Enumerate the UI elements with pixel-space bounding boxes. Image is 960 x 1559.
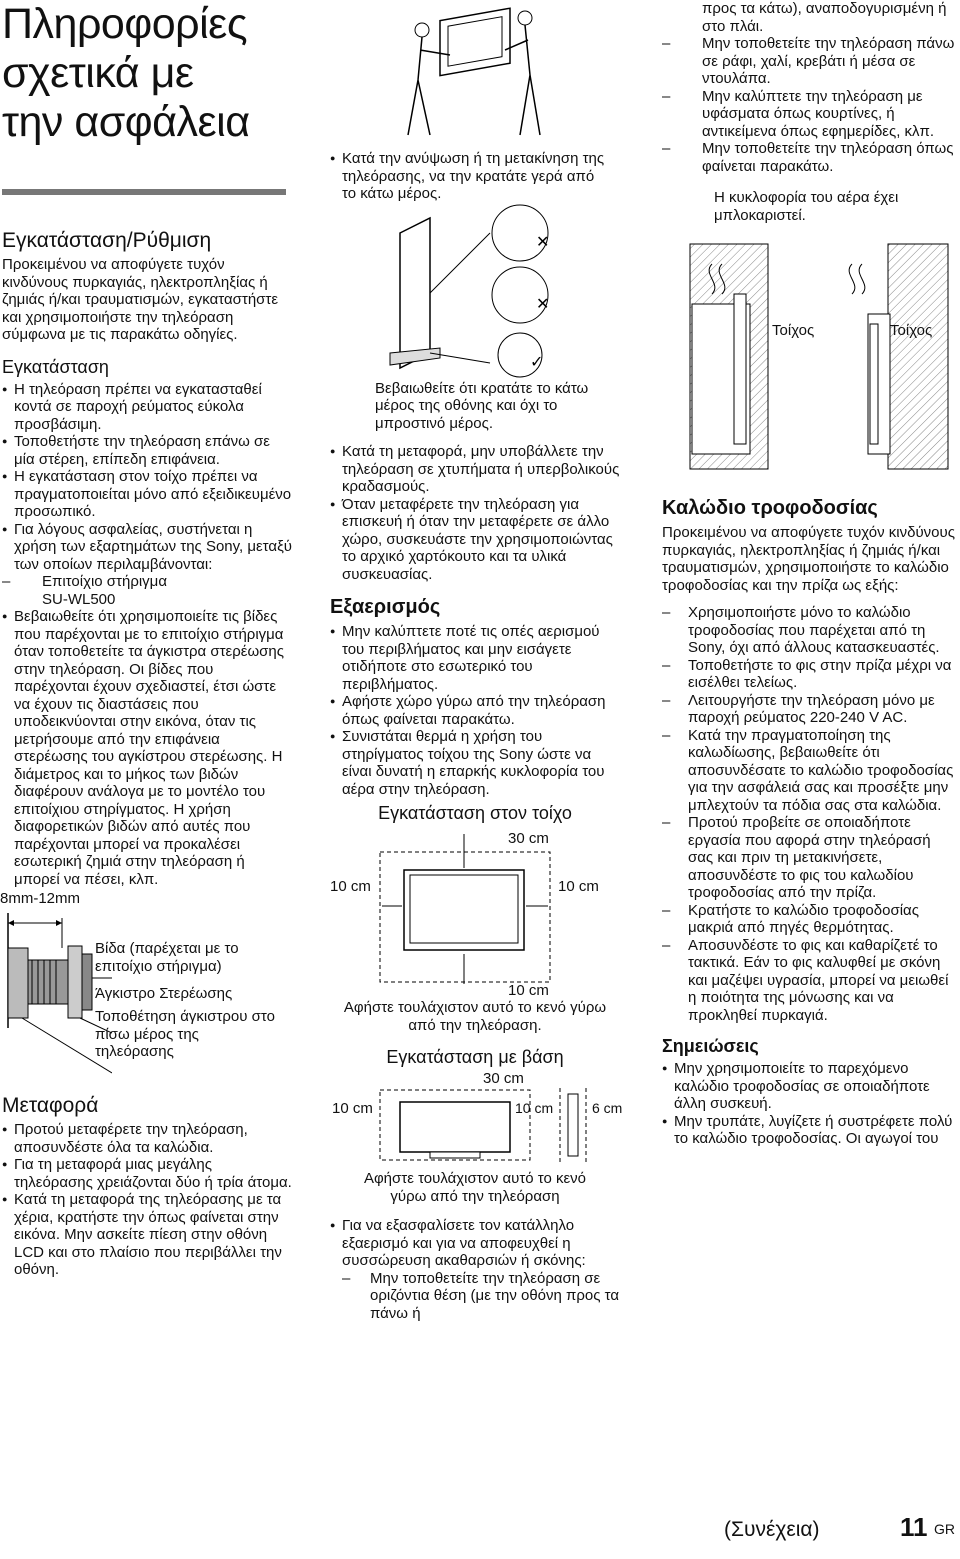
carry-figure — [330, 0, 620, 150]
stand-top-gap: 30 cm — [483, 1070, 524, 1087]
tv-grip-icon — [330, 203, 620, 378]
air-blocked-caption: Η κυκλοφορία του αέρα έχει μπλοκαριστεί. — [714, 189, 899, 224]
list-item: ● Κατά την ανύψωση ή τη μετακίνηση της τηλεόρασης, να την κρατάτε γερά από το κάτω μέρος. — [330, 150, 610, 203]
column-3 — [662, 0, 957, 1148]
list-item: ● Μην τρυπάτε, λυγίζετε ή συστρέφετε πολύ το καλώδιο τροφοδοσίας. Οι αγωγοί του — [662, 1113, 957, 1148]
wall-right-gap: 10 cm — [558, 878, 599, 895]
list-item: – Κατά την πραγματοποίηση της καλωδίωσης, βεβαιωθείτε ότι αποσυνδέσατε το καλώδιο τροφοδοσίας για την ασφάλειά σας και προσέξτε μην μπλεχτούν τα πόδια σας στα καλώδια. — [662, 727, 957, 815]
wall-caption: Αφήστε τουλάχιστον αυτό το κενό γύρω από την τηλεόραση. — [343, 999, 607, 1034]
hold-figure — [330, 203, 620, 378]
ventilation-heading: Εξαερισμός — [330, 596, 441, 618]
list-item: ● Μην καλύπτετε ποτέ τις οπές αερισμού του περιβλήματος και μην εισάγετε οτιδήποτε στο εσωτερικό του περιβλήματος. — [330, 623, 620, 693]
stand-left-gap: 10 cm — [332, 1100, 373, 1117]
blocked-air-figure — [662, 234, 957, 474]
list-item: – Αποσυνδέστε το φις και καθαρίζετέ το τακτικά. Εάν το φις καλυφθεί με σκόνη και μαζέψει υγρασία, μπορεί να μειωθεί η ποιότητα της μόνωσης και να προκληθεί πυρκαγιά. — [662, 937, 957, 1025]
lift-list — [330, 150, 620, 203]
stand-clearance-figure — [330, 1068, 623, 1168]
wall-top-gap: 30 cm — [508, 830, 549, 847]
power-cord-list — [662, 604, 957, 1024]
power-cord-intro: Προκειμένου να αποφύγετε τυχόν κινδύνους πυρκαγιάς, ηλεκτροπληξίας ή ζημιάς ή/και τραυματισμών, χρησιμοποιήστε το καλώδιο τροφοδοσίας και την πρίζα ως εξής: — [662, 524, 955, 594]
svg-text:✕: ✕ — [536, 295, 550, 313]
list-item: ● Όταν μεταφέρετε την τηλεόραση για επισκευή ή όταν την μεταφέρετε σε άλλο χώρο, συσκευάστε την χρησιμοποιώντας το αρχικό χαρτόκουτο και τα υλικά συσκευασίας. — [330, 496, 620, 584]
wall-clearance-figure — [330, 824, 620, 999]
list-item: – Μην τοποθετείτε την τηλεόραση πάνω σε ράφι, χαλί, κρεβάτι ή μέσα σε ντουλάπα. — [662, 35, 957, 88]
screw-label-1: Βίδα (παρέχεται με το επιτοίχιο στήριγμα) — [95, 940, 239, 975]
list-item: – Χρησιμοποιήστε μόνο το καλώδιο τροφοδοσίας που παρέχεται από τη Sony, όχι από άλλους κατασκευαστές. — [662, 604, 957, 657]
install-setup-heading: Εγκατάσταση/Ρύθμιση — [2, 229, 212, 252]
list-item: ● Η εγκατάσταση στον τοίχο πρέπει να πραγματοποιείται μόνο από εξειδικευμένο προσωπικό. — [2, 468, 292, 521]
list-item: – Μην τοποθετείτε την τηλεόραση όπως φαίνεται παρακάτω. — [662, 140, 957, 175]
install-list — [2, 381, 292, 889]
circulation-list — [330, 1217, 620, 1322]
people-carrying-tv-icon — [330, 0, 620, 150]
list-item: ● Συνιστάται θερμά η χρήση του στηρίγματος τοίχου της Sony ώστε να είναι δυνατή η επαρκής κυκλοφορία του αέρα στην τηλεόραση. — [330, 728, 620, 798]
wall-left-gap: 10 cm — [330, 878, 371, 895]
install-setup-intro: Προκειμένου να αποφύγετε τυχόν κινδύνους πυρκαγιάς, ηλεκτροπληξίας ή ζημιάς ή/και τραυματισμών, εγκαταστήστε και χρησιμοποιήστε την τηλεόραση σύμφωνα με τις παρακάτω οδηγίες. — [2, 256, 279, 343]
stand-clearance-diagram-icon — [330, 1068, 623, 1168]
blocked-airflow-diagram-icon — [662, 234, 957, 474]
power-cord-heading: Καλώδιο τροφοδοσίας — [662, 497, 878, 519]
list-item: – Μην τοποθετείτε την τηλεόραση σε οριζόντια θέση (με την οθόνη προς τα πάνω ή — [342, 1270, 620, 1323]
ventilation-list — [330, 623, 620, 798]
list-item: – Προτού προβείτε σε οποιαδήποτε εργασία που αφορά στην τηλεόρασή σας και πριν τη μετακινήσετε, αποσυνδέστε το φις του καλωδίου τροφοδοσίας από την πρίζα. — [662, 814, 957, 902]
list-item: ● Για να εξασφαλίσετε τον κατάλληλο εξαερισμό και για να αποφευχθεί η συσσώρευση ακαθαρσιών ή σκόνης: — [330, 1217, 620, 1270]
list-item: ● Βεβαιωθείτε ότι χρησιμοποιείτε τις βίδες που παρέχονται με το επιτοίχιο στήριγμα όταν τοποθετείτε τα άγκιστρα στερέωσης στην τηλεόραση. Οι βίδες που παρέχονται έχουν σχεδιαστεί, έτσι ώστε να έχουν τις διαστάσεις που υποδεικνύονται στην εικόνα, όταν τις μετρήσουμε από την επιφάνεια στερέωσης του αγκίστρου στερέωσης. Η διάμετρος και το μήκος των βιδών διαφέρουν ανάλογα με το μοντέλο του επιτοίχιου στηρίγματος. Η χρήση διαφορετικών βιδών από αυτές που παρέχονται μπορεί να προκαλέσει εσωτερική ζημιά στην τηλεόραση ή μπορεί να πέσει, κλπ. — [2, 608, 292, 888]
transport-list-2 — [330, 443, 620, 583]
transport-heading: Μεταφορά — [2, 1094, 99, 1117]
hold-caption: Βεβαιωθείτε ότι κρατάτε το κάτω μέρος της οθόνης και όχι το μπροστινό μέρος. — [375, 379, 589, 432]
list-item: – Λειτουργήστε την τηλεόραση μόνο με παροχή ρεύματος 220-240 V AC. — [662, 692, 957, 727]
list-item: ● Η τηλεόραση πρέπει να εγκατασταθεί κοντά σε παροχή ρεύματος εύκολα προσβάσιμη. — [2, 381, 292, 434]
wall-clearance-diagram-icon — [330, 824, 620, 999]
wall-install-heading: Εγκατάσταση στον τοίχο — [378, 803, 572, 823]
wall-label-1: Τοίχος — [772, 322, 815, 339]
continued-line: προς τα κάτω), αναποδογυρισμένη ή στο πλάι. — [702, 0, 947, 35]
list-item: – Κρατήστε το καλώδιο τροφοδοσίας μακριά από πηγές θερμότητας. — [662, 902, 957, 937]
list-item: ● Κατά τη μεταφορά της τηλεόρασης με τα χέρια, κρατήστε την όπως φαίνεται στην εικόνα. Μην ασκείτε πίεση στην οθόνη LCD και στο πλαίσιο που περιβάλλει την οθόνη. — [2, 1191, 292, 1279]
placement-list — [662, 35, 957, 175]
notes-list — [662, 1060, 957, 1148]
page-number: 11 — [900, 1512, 928, 1542]
continued-label: (Συνέχεια) — [724, 1518, 820, 1541]
screw-label-3: Τοποθέτηση άγκιστρου στο πίσω μέρος της τηλεόρασης — [95, 1008, 275, 1060]
screw-label-2: Άγκιστρο Στερέωσης — [95, 985, 233, 1002]
svg-text:✕: ✕ — [536, 233, 550, 251]
notes-heading: Σημειώσεις — [662, 1036, 759, 1056]
svg-text:✓: ✓ — [530, 353, 544, 371]
list-item: ● Προτού μεταφέρετε την τηλεόραση, αποσυνδέστε όλα τα καλώδια. — [2, 1121, 292, 1156]
list-item: ● Για τη μεταφορά μιας μεγάλης τηλεόρασης χρειάζονται δύο ή τρία άτομα. — [2, 1156, 292, 1191]
column-2 — [330, 0, 623, 1322]
stand-right-gap: 6 cm — [592, 1100, 623, 1116]
stand-caption: Αφήστε τουλάχιστον αυτό το κενό γύρω από την τηλεόραση — [363, 1170, 587, 1205]
title-rule — [2, 189, 286, 195]
screw-dimension: 8mm-12mm — [0, 890, 81, 907]
column-1 — [2, 0, 292, 1279]
language-code: GR — [934, 1521, 955, 1537]
stand-mid-gap: 10 cm — [515, 1100, 554, 1116]
screw-figure — [2, 890, 292, 1100]
page-title: Πληροφορίες σχετικά με την ασφάλεια — [2, 0, 250, 146]
list-item: ● Κατά τη μεταφορά, μην υποβάλλετε την τηλεόραση σε χτυπήματα ή υπερβολικούς κραδασμούς. — [330, 443, 620, 496]
list-item: ● Αφήστε χώρο γύρω από την τηλεόραση όπως φαίνεται παρακάτω. — [330, 693, 620, 728]
list-item: – Μην καλύπτετε την τηλεόραση με υφάσματα όπως κουρτίνες, ή αντικείμενα όπως εφημερίδες, κλπ. — [662, 88, 957, 141]
page-footer — [724, 1512, 956, 1553]
transport-list — [2, 1121, 292, 1279]
list-item: ● Για λόγους ασφαλείας, συστήνεται η χρήση των εξαρτημάτων της Sony, μεταξύ των οποίων περιλαμβάνονται: — [2, 521, 292, 574]
install-heading: Εγκατάσταση — [2, 356, 109, 377]
stand-install-heading: Εγκατάσταση με βάση — [386, 1047, 564, 1067]
wall-label-2: Τοίχος — [890, 322, 933, 339]
list-item: ● Τοποθετήστε την τηλεόραση επάνω σε μία στέρεη, επίπεδη επιφάνεια. — [2, 433, 292, 468]
list-item: ● Μην χρησιμοποιείτε το παρεχόμενο καλώδιο τροφοδοσίας σε οποιαδήποτε άλλη συσκευή. — [662, 1060, 957, 1113]
wall-bottom-gap: 10 cm — [508, 982, 549, 999]
list-item: – Τοποθετήστε το φις στην πρίζα μέχρι να εισέλθει τελείως. — [662, 657, 957, 692]
list-item: – Επιτοίχιο στήριγμα SU-WL500 — [2, 573, 292, 608]
